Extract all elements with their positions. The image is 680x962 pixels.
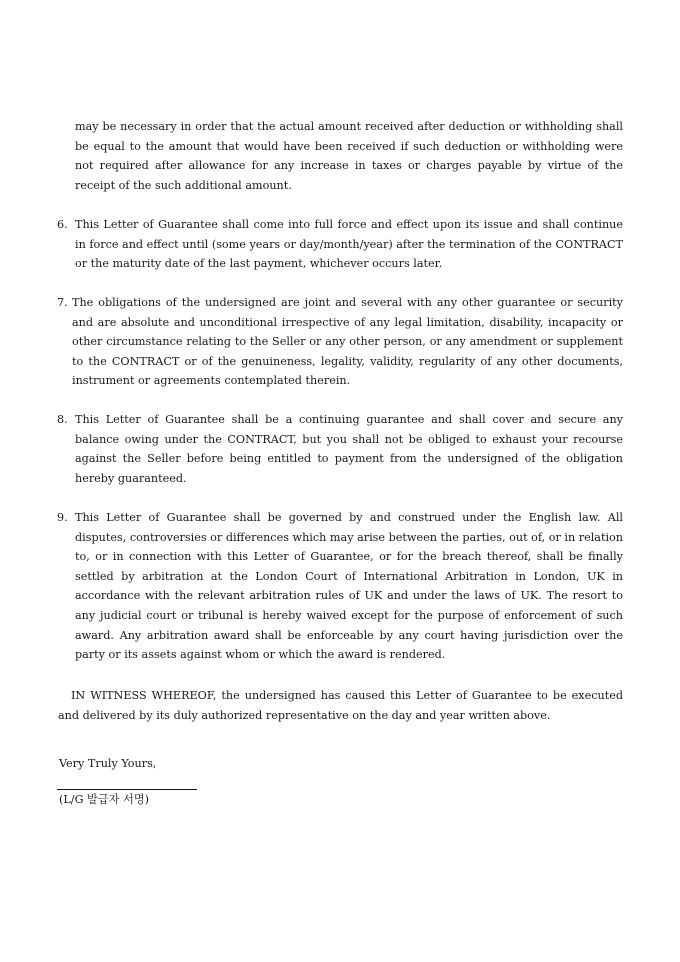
clause-8-number: 8. — [57, 413, 68, 426]
clause-9-number: 9. — [57, 511, 68, 524]
clause-6-number: 6. — [57, 218, 68, 231]
signature-caption: (L/G 발급자 서명) — [59, 793, 150, 806]
clause-6-text: This Letter of Guarantee shall come into full force and effect upon its issue and shall continue in force and effect until (some years or day/month/year) after the termination of the CONTRACT or the maturity date of the last payment, whichever occurs later. — [75, 218, 623, 271]
clause-7-number: 7. — [57, 296, 68, 309]
witness-paragraph: IN WITNESS WHEREOF, the undersigned has caused this Letter of Guarantee to be executed and delivered by its duly authorized representative on the day and year written above. — [58, 689, 623, 722]
closing-salutation: Very Truly Yours, — [59, 757, 157, 770]
continuation-paragraph: may be necessary in order that the actual amount received after deduction or withholding shall be equal to the amount that would have been received if such deduction or withholding were not required after allowance for any increase in taxes or charges payable by virtue of the receipt of the such additional amount. — [75, 120, 623, 192]
clause-8-text: This Letter of Guarantee shall be a continuing guarantee and shall cover and secure any balance owing under the CONTRACT, but you shall not be obliged to exhaust your recourse against the Seller before being entitled to payment from the undersigned of the obligation hereby guaranteed. — [75, 413, 623, 485]
clause-9-text: This Letter of Guarantee shall be governed by and construed under the English law. All disputes, controversies or differences which may arise between the parties, out of, or in relation to, or in connection with this Letter of Guarantee, or for the breach thereof, shall be finally settled by arbitration at the London Court of International Arbitration in London, UK in accordance with the relevant arbitration rules of UK and under the laws of UK. The resort to any judicial court or tribunal is hereby waived except for the purpose of enforcement of such award. Any arbitration award shall be enforceable by any court having jurisdiction over the party or its assets against whom or which the award is rendered. — [75, 511, 623, 662]
clause-7-text: The obligations of the undersigned are joint and several with any other guarantee or security and are absolute and unconditional irrespective of any legal limitation, disability, incapacity or other circumstance relating to the Seller or any other person, or any amendment or supplement to the CONTRACT or of the genuineness, legality, validity, regularity of any other documents, instrument or agreements contemplated therein. — [72, 296, 623, 388]
